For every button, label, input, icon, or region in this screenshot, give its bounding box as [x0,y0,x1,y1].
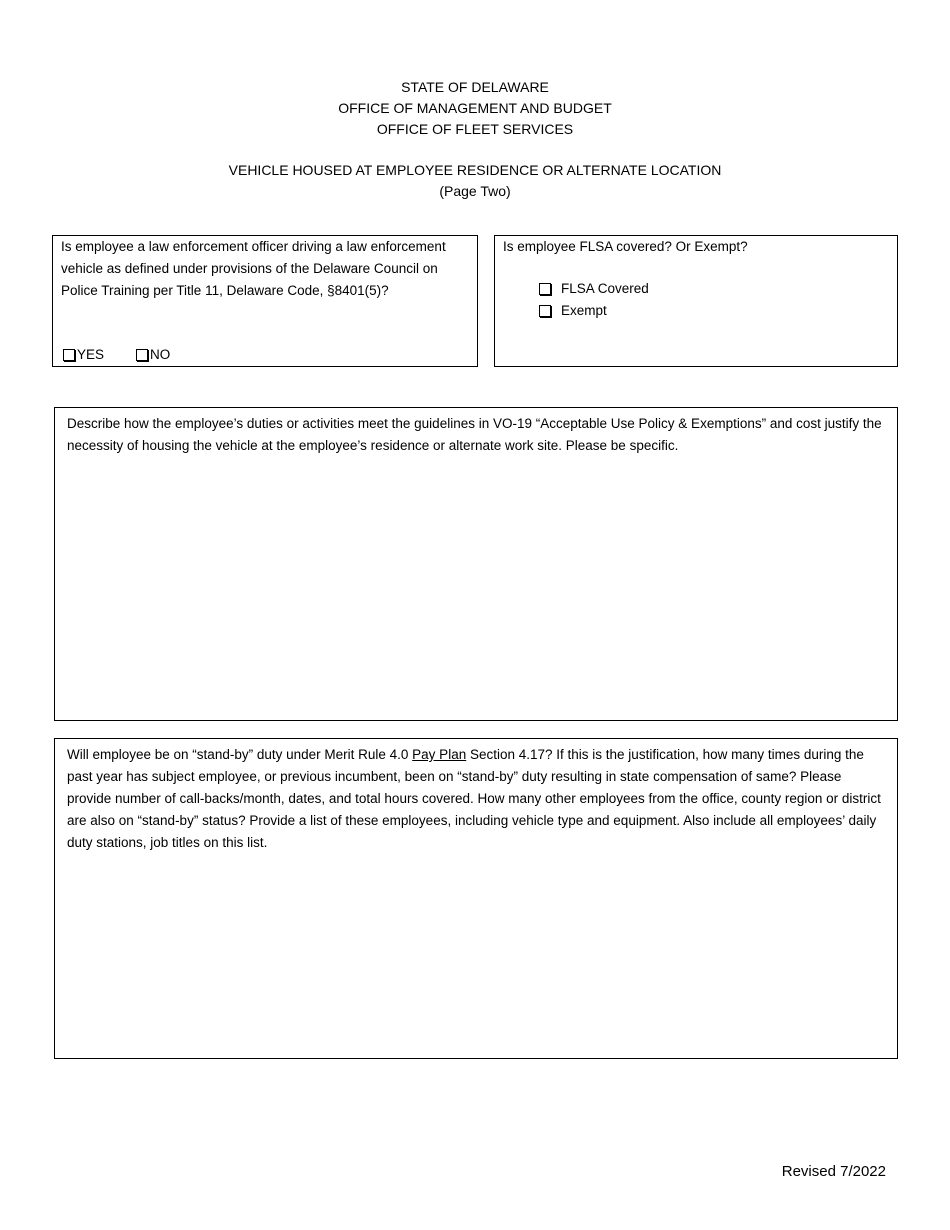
exempt-label: Exempt [561,303,607,318]
office-fleet-name: OFFICE OF FLEET SERVICES [376,121,574,137]
form-title-block [0,160,950,202]
law-enforcement-question: Is employee a law enforcement officer driving a law enforcement vehicle as defined under provisions of the Delaware Council on Police Training per Title 11, Delaware Code, §8401(5)? [61,239,446,298]
flsa-question: Is employee FLSA covered? Or Exempt? [503,239,748,254]
standby-question-part1: Will employee be on “stand-by” duty under Merit Rule 4.0 [67,747,413,762]
yes-label: YES [77,347,105,362]
office-budget-name: OFFICE OF MANAGEMENT AND BUDGET [338,100,612,116]
yes-checkbox[interactable] [63,349,75,361]
no-option[interactable] [136,344,170,366]
yes-option[interactable] [63,344,104,366]
law-enforcement-options [63,344,202,366]
revision-date: Revised 7/2022 [781,1163,886,1180]
page-label: (Page Two) [439,183,511,199]
standby-justification-box[interactable] [54,738,898,1059]
form-title: VEHICLE HOUSED AT EMPLOYEE RESIDENCE OR ALTERNATE LOCATION [228,162,722,178]
flsa-options [539,278,649,322]
standby-question [67,744,885,854]
flsa-box [494,235,898,367]
duties-justification-box[interactable] [54,407,898,721]
duties-question: Describe how the employee’s duties or activities meet the guidelines in VO-19 “Acceptable Use Policy & Exemptions” and cost justify the necessity of housing the vehicle at the employee’s residence or alternate work site. Please be specific. [67,416,882,453]
law-enforcement-box [52,235,478,367]
exempt-option[interactable] [539,300,649,322]
standby-question-part2: Section 4.17? If this is the justification, how many times during the past year has subject employee, or previous incumbent, been on “stand-by” duty resulting in state compensation of same? Please provide number of call-backs/month, dates, and total hours covered. How many other employees from the office, county region or district are also on “stand-by” status? Provide a list of these employees, including vehicle type and equipment. Also include all employees’ daily duty stations, job titles on this list. [67,747,881,850]
exempt-checkbox[interactable] [539,305,551,317]
no-label: NO [150,347,171,362]
pay-plan-text: Pay Plan [412,747,467,762]
flsa-covered-label: FLSA Covered [561,281,649,296]
no-checkbox[interactable] [136,349,148,361]
agency-header [0,77,950,140]
flsa-covered-checkbox[interactable] [539,283,551,295]
flsa-covered-option[interactable] [539,278,649,300]
state-name: STATE OF DELAWARE [401,79,549,95]
